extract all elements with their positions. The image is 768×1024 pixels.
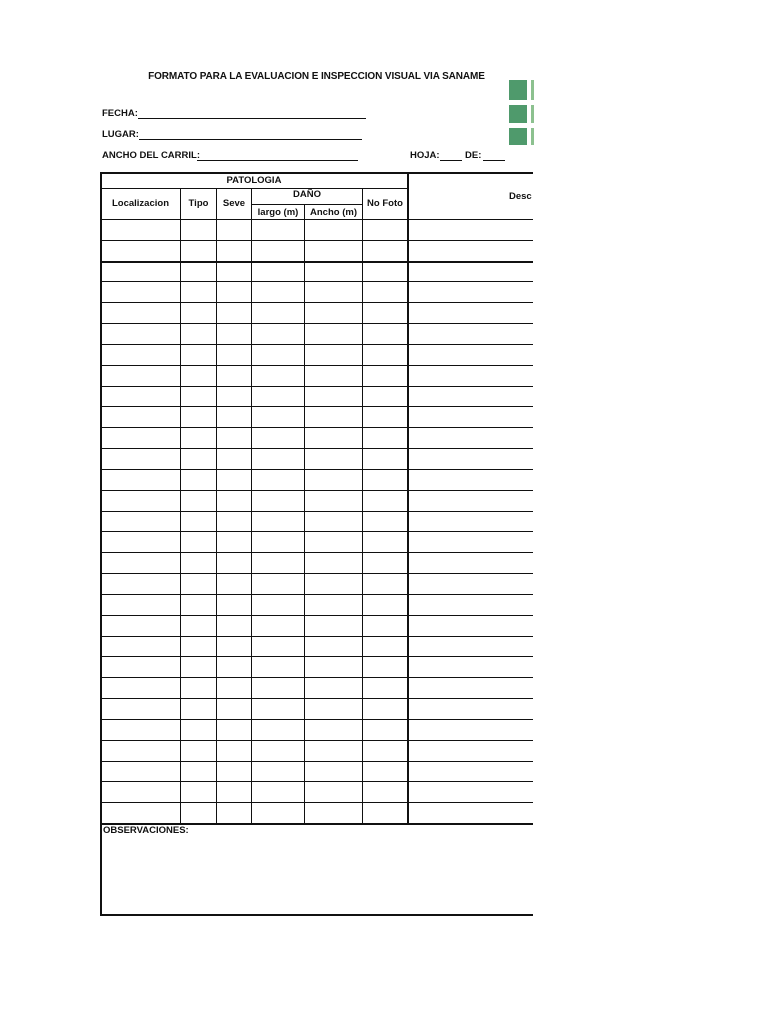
de-label: DE: <box>465 150 482 161</box>
patologia-header: PATOLOGIA <box>226 175 282 186</box>
col-no-foto: No Foto <box>367 198 403 209</box>
table-row[interactable] <box>101 262 533 281</box>
dano-header: DAÑO <box>293 189 321 200</box>
table-row[interactable] <box>101 491 533 510</box>
table-row[interactable] <box>101 282 533 301</box>
col-localizacion: Localizacion <box>111 198 169 209</box>
col-ancho: Ancho (m) <box>310 207 357 218</box>
table-row[interactable] <box>101 241 533 260</box>
col-largo: largo (m) <box>257 207 299 218</box>
table-row[interactable] <box>101 657 533 676</box>
table-row[interactable] <box>101 637 533 656</box>
observaciones-label: OBSERVACIONES: <box>103 825 189 836</box>
table-row[interactable] <box>101 345 533 364</box>
table-row[interactable] <box>101 449 533 468</box>
table-row[interactable] <box>101 220 533 239</box>
dano-underline <box>251 204 363 205</box>
table-row[interactable] <box>101 720 533 739</box>
fecha-label: FECHA: <box>102 108 138 119</box>
table-row[interactable] <box>101 574 533 593</box>
table-row[interactable] <box>101 532 533 551</box>
table-row[interactable] <box>101 782 533 801</box>
table-row[interactable] <box>101 387 533 406</box>
table-row[interactable] <box>101 366 533 385</box>
ancho-carril-label: ANCHO DEL CARRIL: <box>102 150 200 161</box>
table-row[interactable] <box>101 762 533 781</box>
table-row[interactable] <box>101 303 533 322</box>
table-row[interactable] <box>101 803 533 822</box>
table-row[interactable] <box>101 512 533 531</box>
table-row[interactable] <box>101 407 533 426</box>
table-row[interactable] <box>101 324 533 343</box>
table-row[interactable] <box>101 678 533 697</box>
table-row[interactable] <box>101 470 533 489</box>
table-row[interactable] <box>101 428 533 447</box>
form-title: FORMATO PARA LA EVALUACION E INSPECCION VISUAL VIA SANAME <box>148 71 485 82</box>
col-descripcion: Desc <box>509 191 532 202</box>
hoja-label: HOJA: <box>410 150 440 161</box>
observaciones-area[interactable] <box>102 838 533 914</box>
table-row[interactable] <box>101 595 533 614</box>
table-row[interactable] <box>101 616 533 635</box>
lugar-label: LUGAR: <box>102 129 139 140</box>
table-row[interactable] <box>101 699 533 718</box>
col-tipo: Tipo <box>188 198 209 209</box>
table-row[interactable] <box>101 553 533 572</box>
col-seve: Seve <box>222 198 246 209</box>
table-row[interactable] <box>101 741 533 760</box>
